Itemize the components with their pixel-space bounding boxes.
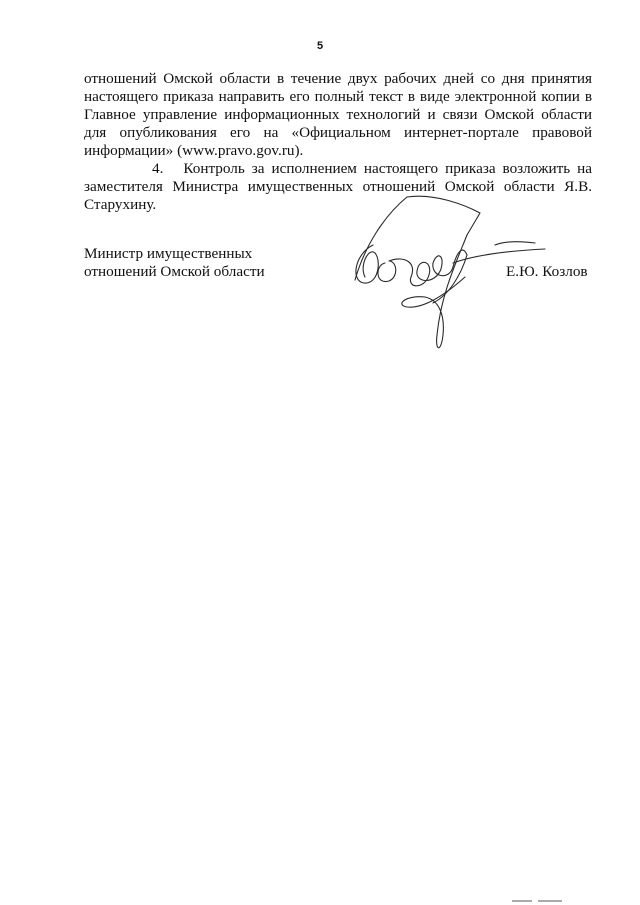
paragraph-text: отношений Омской области в течение двух рабочих дней со дня принятия настоящего приказа направить его полный текст в виде электронной копии в Главное управление информационных технологий и связи Омской области для опубликования его на «Официальном интернет-портале правовой информации» (www.pravo.gov.ru). [84,70,592,159]
page-number: 5 [316,40,324,52]
signatory-title-line: отношений Омской области [84,263,265,280]
signatory-title [84,245,304,281]
paragraph-text: Контроль за исполнением настоящего приказа возложить на заместителя Министра имущественных отношений Омской области Я.В. Старухину. [84,160,592,213]
footer-marks [512,899,562,903]
signatory-name: Е.Ю. Козлов [506,263,588,280]
signatory-title-line: Министр имущественных [84,245,253,262]
paragraph-number: 4. [152,160,164,177]
paragraph-continuation [84,70,592,160]
